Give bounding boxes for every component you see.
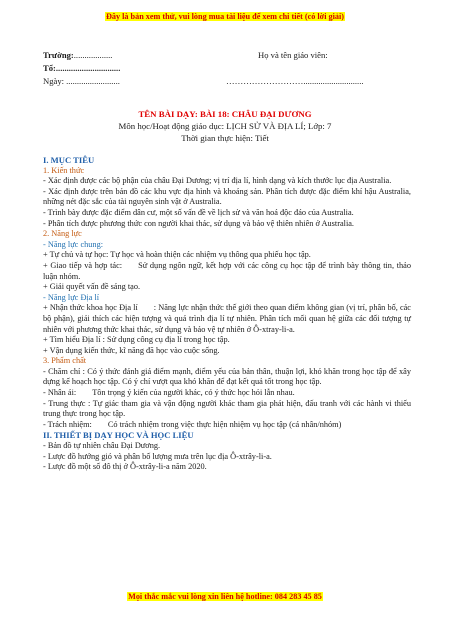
quality-kindness-label: - Nhân ái:: [43, 388, 77, 398]
qualities-heading: 3. Phẩm chất: [43, 356, 87, 366]
quality-responsibility: [43, 420, 411, 431]
group-dots: ..............................: [55, 63, 121, 73]
competence-heading: 2. Năng lực: [43, 229, 82, 239]
lesson-title: TÊN BÀI DẠY: BÀI 18: CHÂU ĐẠI DƯƠNG: [138, 109, 312, 119]
quality-responsibility-text: Có trách nhiệm trong việc thực hiện nhiệm vụ học tập (cá nhân/nhóm): [107, 419, 342, 429]
quality-responsibility-label: - Trách nhiệm:: [43, 419, 92, 429]
time-line: Thời gian thực hiện: Tiết: [181, 133, 269, 143]
general-competence-3: + Giải quyết vấn đề sáng tạo.: [43, 282, 141, 292]
subject-line: Môn học/Hoạt động giáo dục: LỊCH SỬ VÀ ĐỊA LÍ; Lớp: 7: [118, 121, 332, 131]
teacher-name-label: Họ và tên giáo viên:: [258, 50, 328, 60]
quality-kindness-text: Tôn trọng ý kiến của người khác, có ý thức học hỏi lẫn nhau.: [92, 388, 295, 398]
equipment-item-1: - Bản đồ tự nhiên châu Đại Dương.: [43, 441, 161, 451]
general-competence-heading: - Năng lực chung:: [43, 239, 104, 249]
group-label: Tổ:: [43, 63, 56, 73]
geography-competence-heading: - Năng lực Địa lí: [43, 292, 100, 302]
knowledge-item-1: - Xác định được các bộ phận của châu Đại Dương; vị trí địa lí, hình dạng và kích thước lục địa Australia.: [43, 176, 392, 186]
school-field: [43, 50, 112, 60]
general-competence-1: + Tự chủ và tự học: Tự học và hoàn thiện các nhiệm vụ thông qua phiếu học tập.: [43, 250, 311, 260]
signature-dots: ………………………............................: [226, 76, 364, 86]
school-label: Trường:: [43, 50, 74, 60]
school-dots: ..................: [73, 50, 113, 60]
quality-honesty: - Trung thực : Tự giác tham gia và vận động người khác tham gia phát hiện, đấu tranh với các hành vi thiếu trung thực trong học tập.: [43, 398, 411, 419]
general-competence-2-label: + Giao tiếp và hợp tác:: [43, 260, 123, 270]
section-equipment-heading: II. THIẾT BỊ DẠY HỌC VÀ HỌC LIỆU: [43, 430, 194, 441]
knowledge-heading: 1. Kiến thức: [43, 165, 85, 175]
knowledge-item-2: - Xác định được trên bản đồ các khu vực địa hình và khoáng sản. Phân tích được đặc điểm khí hậu Australia, những nét đặc sắc của tài nguyên sinh vật ở Australia.: [43, 186, 411, 207]
geography-competence-1: [43, 303, 411, 335]
hotline-banner: [0, 592, 450, 601]
quality-kindness: [43, 388, 411, 399]
date-field: Ngày: .........................: [43, 76, 120, 86]
geography-competence-1-label: + Nhận thức khoa học Địa lí: [43, 303, 138, 313]
lesson-body: [43, 155, 411, 473]
geography-competence-1-text: : Năng lực nhận thức thế giới theo quan điểm không gian (vị trí, phân bố, các bộ phận), giải thích các hiện tượng và quá trình địa lí tự nhiên. Phân tích mối quan hệ giữa các đối tượng tự nhiên với phương thức khai thác, sử dụng và bảo vệ tự nhiên ở Ô-xtray-li-a.: [43, 303, 411, 334]
hotline-banner-text: Mọi thắc mắc vui lòng xin liên hệ hotline: 084 283 45 85: [128, 592, 322, 601]
general-competence-2: [43, 261, 411, 282]
equipment-item-3: - Lược đồ một số đô thị ở Ô-xtrây-li-a năm 2020.: [43, 462, 207, 472]
group-field: [43, 63, 120, 73]
preview-banner-text: Đây là bản xem thử, vui lòng mua tài liệu để xem chi tiết (có lời giải): [105, 12, 344, 21]
section-objectives-heading: I. MỤC TIÊU: [43, 155, 95, 165]
equipment-item-2: - Lược đồ hướng gió và phân bố lượng mưa trên lục địa Ô-xtrây-li-a.: [43, 451, 272, 461]
geography-competence-3: + Vận dụng kiến thức, kĩ năng đã học vào cuộc sống.: [43, 345, 220, 355]
knowledge-item-3: - Trình bày được đặc điểm dân cư, một số vấn đề về lịch sử và văn hoá độc đáo của Australia.: [43, 207, 354, 217]
geography-competence-2: + Tìm hiểu Địa lí : Sử dụng công cụ địa lí trong học tập.: [43, 335, 230, 345]
knowledge-item-4: - Phân tích được phương thức con người khai thác, sử dụng và bảo vệ thiên nhiên ở Australia.: [43, 218, 355, 228]
general-competence-2-text: Sử dụng ngôn ngữ, kết hợp với các công cụ học tập để trình bày thông tin, thảo luận nhóm.: [43, 260, 411, 281]
preview-banner: [0, 12, 450, 21]
quality-diligence: - Chăm chỉ : Có ý thức đánh giá điểm mạnh, điểm yếu của bản thân, thuận lợi, khó khăn trong học tập để xây dựng kế hoạch học tập. Có ý chí vượt qua khó khăn để đạt kết quả tốt trong học tập.: [43, 366, 411, 387]
